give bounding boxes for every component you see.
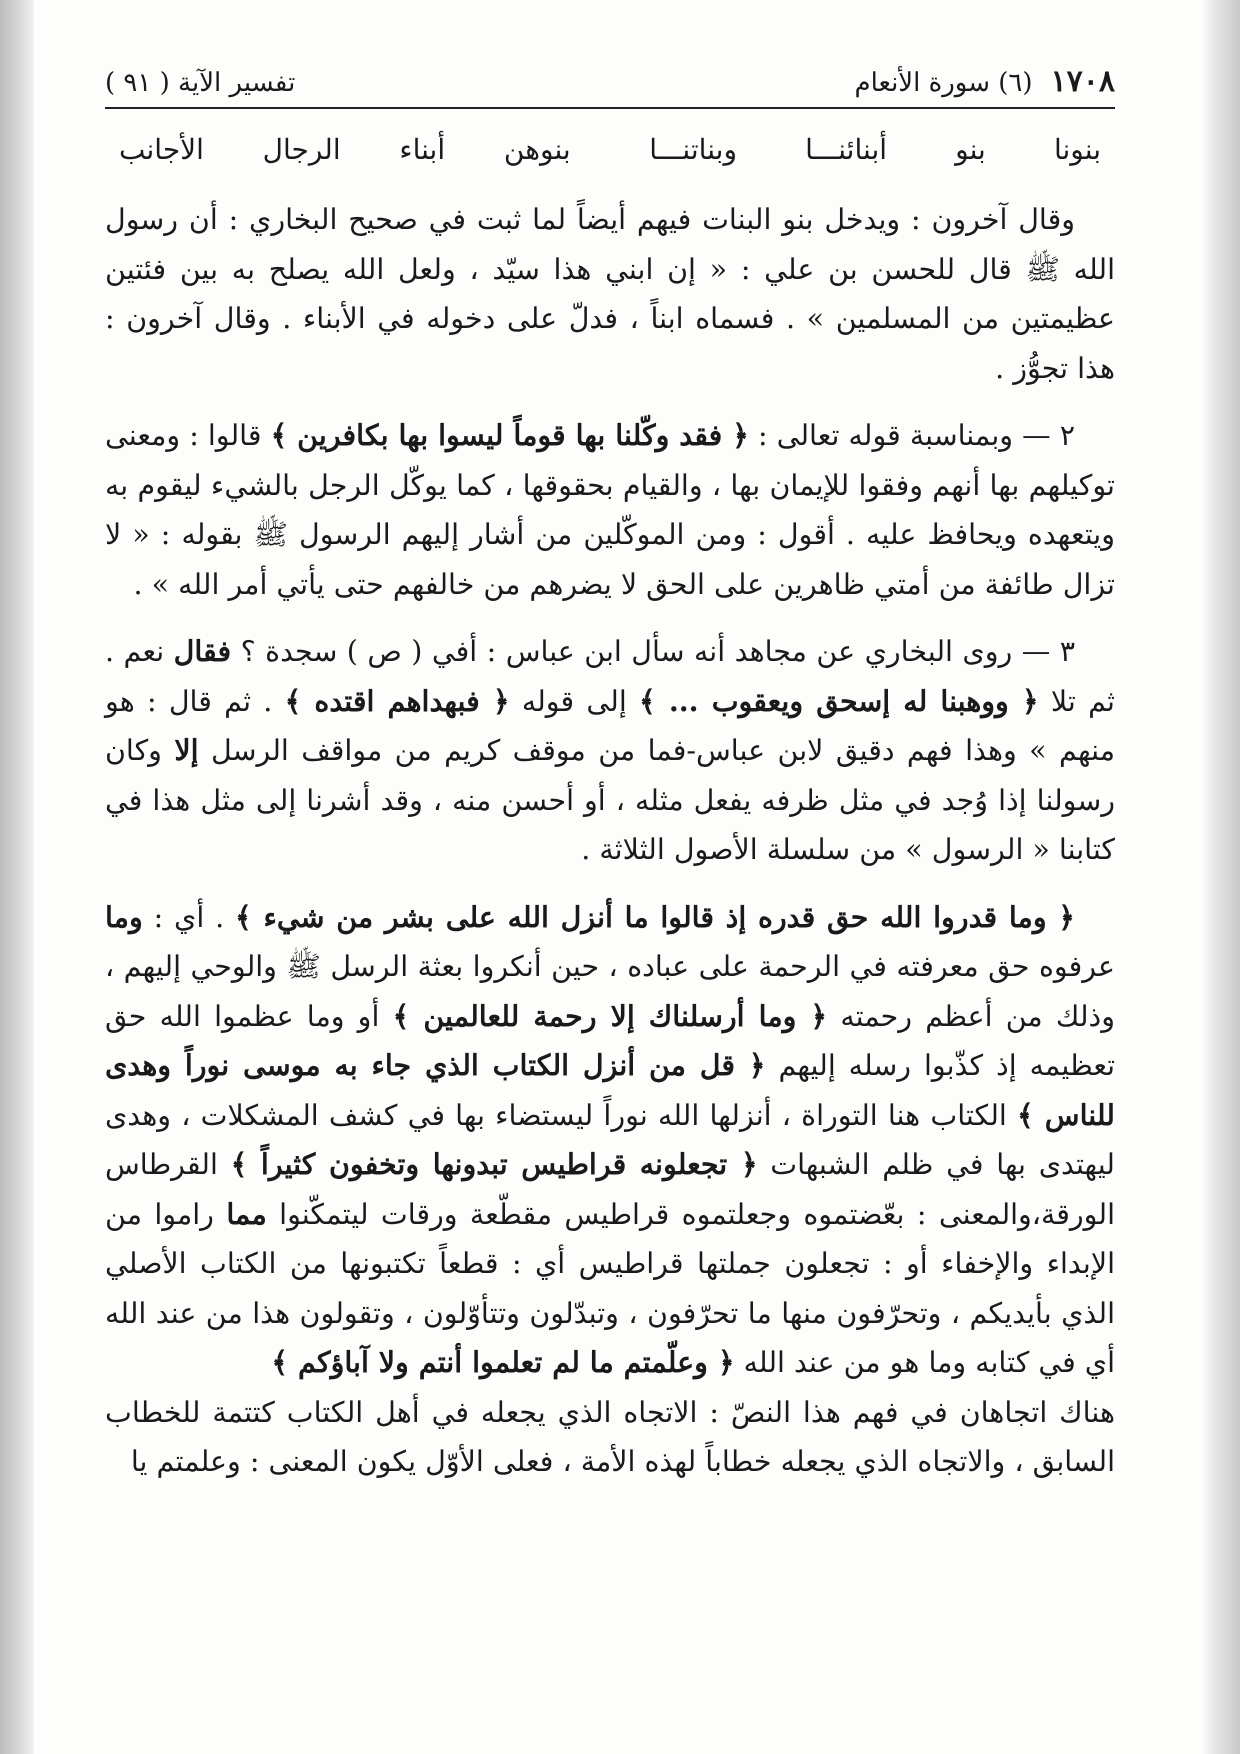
text-run: الكتاب هنا التوراة ، أنزلها الله نوراً ليستضاء بها في كشف المشكلات ، وهدى ليهتدى بها في ظلم الشبهات [105, 1098, 1115, 1181]
bold-word: إلا [174, 733, 199, 767]
poem-verse [105, 127, 1115, 173]
poem-first-hemistich: بنونا بنو أبنائنـــا وبناتنـــا [649, 133, 1101, 166]
text-run: قالوا : ومعنى توكيلهم بها أنهم وفقوا للإيمان بها ، والقيام بحقوقها ، كما يوكّل الرجل بالشيء ليقوم به ويتعهده ويحافظ عليه . أقول : ومن الموكّلين من أشار إليهم الرسول ﷺ بقوله : « لا تزال طائفة من أمتي ظاهرين على الحق لا يضرهم من خالفهم حتى يأتي أمر الله » . [105, 419, 1115, 601]
text-run: أو وما عظموا الله حق تعظيمه إذ كذّبوا رسله إليهم [105, 999, 1116, 1082]
paragraph-point-3 [105, 627, 1115, 875]
text-run: وكان رسولنا إذا وُجد في مثل ظرفه يفعل مثله ، أو أحسن منه ، وقد أشرنا إلى مثل هذا في كتابنا « الرسول » من سلسلة الأصول الثلاثة . [105, 734, 1115, 866]
verse-reference: تفسير الآية ( ٩١ ) [105, 68, 296, 98]
text-run: نعم . ثم تلا [105, 635, 1115, 718]
page-binding-shadow [0, 0, 34, 1754]
quran-quote: ﴿ ووهبنا له إسحق ويعقوب ... ﴾ [639, 683, 1039, 718]
quran-quote: ﴿ وما قدروا الله حق قدره إذ قالوا ما أنزل الله على بشر من شيء ﴾ [235, 899, 1076, 934]
text-run: عرفوه حق معرفته في الرحمة على عباده ، حين أنكروا بعثة الرسل ﷺ والوحي إليهم ، وذلك من أعظم رحمته [105, 950, 1116, 1033]
text-run: القرطاس الورقة،والمعنى : بعّضتموه وجعلتموه قراطيس مقطّعة ورقات ليتمكّنوا [105, 1148, 1115, 1231]
text-run: ٣ — روى البخاري عن مجاهد أنه سأل ابن عباس : أفي ( ص ) سجدة ؟ [240, 635, 1075, 668]
quran-quote: ﴿ تجعلونه قراطيس تبدونها وتخفون كثيراً ﴾ [230, 1147, 758, 1181]
quran-quote: ﴿ وما أرسلناك إلا رحمة للعالمين ﴾ [392, 998, 828, 1033]
paragraph-point-2 [105, 411, 1115, 609]
quran-quote: ﴿ فبهداهم اقتده ﴾ [284, 683, 510, 718]
header-right [855, 62, 1116, 103]
text-run: . أي : [153, 900, 225, 934]
quran-quote: ﴿ فقد وكّلنا بها قوماً ليسوا بها بكافرين ﴾ [270, 418, 749, 452]
paragraph-verse-91-commentary [105, 893, 1115, 1388]
page-number: ١٧٠٨ [1050, 64, 1115, 99]
paragraph-two-interpretations: هناك اتجاهان في فهم هذا النصّ : الاتجاه الذي يجعله في أهل الكتاب كتتمة للخطاب السابق ، والاتجاه الذي يجعله خطاباً لهذه الأمة ، فعلى الأوّل يكون المعنى : وعلمتم يا [105, 1395, 1115, 1478]
surah-name: (٦) سورة الأنعام [854, 68, 1033, 98]
bold-word: مما [226, 1196, 267, 1231]
page-content [105, 62, 1115, 1487]
paragraph-bani-al-banat: وقال آخرون : ويدخل بنو البنات فيهم أيضاً لما ثبت في صحيح البخاري : أن رسول الله ﷺ قال للحسن بن علي : « إن ابني هذا سيّد ، ولعل الله يصلح به بين فئتين عظيمتين من المسلمين » . فسماه ابناً ، فدلّ على دخوله في الأبناء . وقال آخرون : هذا تجوُّز . [105, 203, 1115, 385]
text-run: إلى قوله [521, 684, 627, 718]
text-run: راموا من الإبداء والإخفاء أو : تجعلون جملتها قراطيس أي : قطعاً تكتبونها من الكتاب الأصلي الذي بأيديكم ، وتحرّفون منها ما تحرّفون ، وتبدّلون وتتأوّلون ، وتقولون هذا من عند الله أي في كتابه وما هو من عند الله [105, 1197, 1115, 1379]
bold-word: وما [105, 899, 143, 934]
running-header [105, 62, 1115, 109]
text-run: ٢ — وبمناسبة قوله تعالى : [757, 419, 1075, 452]
bold-word: فقال [173, 634, 232, 668]
page-edge-shadow [1202, 0, 1240, 1754]
quran-quote: ﴿ قل من أنزل الكتاب الذي جاء به موسى نوراً وهدى للناس ﴾ [105, 1048, 1115, 1132]
quran-quote: ﴿ وعلّمتم ما لم تعلموا أنتم ولا آباؤكم ﴾ [271, 1345, 735, 1379]
poem-second-hemistich: بنوهن أبناء الرجال الأجانب [119, 133, 571, 166]
text-run: . ثم قال : هو منهم » وهذا فهم دقيق لابن عباس-فما من موقف كريم من مواقف الرسل [105, 684, 1116, 767]
